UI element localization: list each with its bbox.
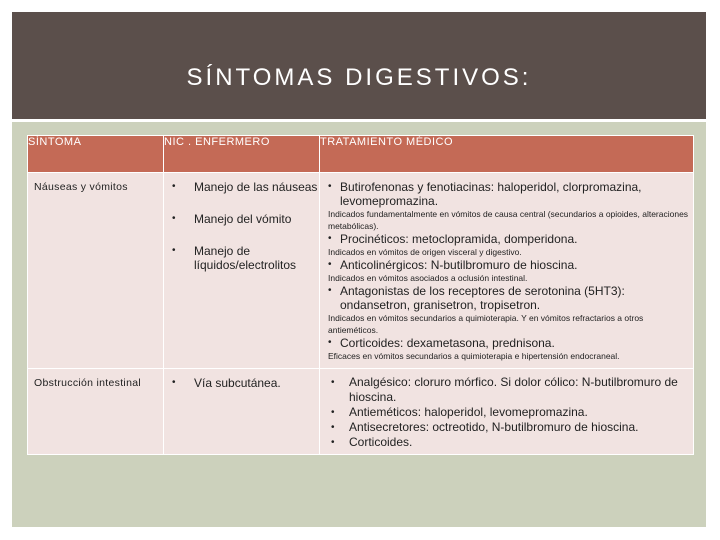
nic-item [164, 244, 319, 272]
bullet-icon: • [172, 181, 176, 192]
table-row [28, 173, 694, 369]
treatment-item-label: Butirofenonas y fenotiacinas: haloperidol, clorpromazina, levomepromazina. [340, 180, 642, 208]
treatment-item [326, 232, 693, 246]
treatment-item-label: Antisecretores: octreotido, N-butilbromuro de hioscina. [349, 420, 639, 434]
treatment-item [326, 336, 693, 350]
treatment-item-label: Anticolinérgicos: N-butilbromuro de hioscina. [340, 258, 578, 272]
bullet-icon: • [331, 377, 335, 388]
symptom-cell [28, 173, 164, 369]
treatment-note: Eficaces en vómitos secundarios a quimioterapia e hipertensión endocraneal. [328, 351, 620, 361]
table-header-row [28, 136, 694, 173]
nic-item-label: Manejo del vómito [194, 212, 292, 226]
header-treatment: TRATAMIENTO MÉDICO [320, 136, 694, 173]
header-nic: NIC . ENFERMERO [164, 136, 320, 173]
table-row [28, 369, 694, 455]
treatment-item-label: Antieméticos: haloperidol, levomepromazina. [349, 405, 588, 419]
bullet-icon: • [172, 377, 176, 388]
treatment-note: Indicados en vómitos de origen visceral y digestivo. [328, 247, 522, 257]
treatment-item-label: Procinéticos: metoclopramida, domperidona. [340, 232, 578, 246]
treatment-item-label: Corticoides: dexametasona, prednisona. [340, 336, 555, 350]
treatment-item-label: Analgésico: cloruro mórfico. Si dolor cólico: N-butilbromuro de hioscina. [349, 375, 678, 404]
symptom-name: Náuseas y vómitos [34, 181, 128, 193]
treatment-item-label: Corticoides. [349, 435, 413, 449]
treatment-note: Indicados en vómitos asociados a oclusión intestinal. [328, 273, 528, 283]
treatment-item [326, 435, 693, 450]
bullet-icon: • [328, 181, 332, 192]
bullet-icon: • [172, 245, 176, 256]
treatment-item [326, 420, 693, 435]
treatment-cell [320, 173, 694, 369]
treatment-item-label: Antagonistas de los receptores de serotonina (5HT3): ondansetron, granisetron, tropisetron. [340, 284, 625, 312]
treatment-item [326, 284, 693, 312]
nic-item [164, 376, 319, 390]
bullet-icon: • [331, 422, 335, 433]
bullet-icon: • [172, 213, 176, 224]
bullet-icon: • [331, 437, 335, 448]
treatment-item [326, 375, 693, 405]
bullet-icon: • [328, 285, 332, 296]
bullet-icon: • [328, 337, 332, 348]
header-symptom: SÍNTOMA [28, 136, 164, 173]
nic-item-label: Manejo de líquidos/electrolitos [194, 244, 297, 272]
symptoms-table [27, 135, 694, 455]
nic-item-label: Vía subcutánea. [194, 376, 281, 390]
symptom-name: Obstrucción intestinal [34, 377, 141, 389]
title-banner [12, 12, 706, 119]
treatment-item [326, 405, 693, 420]
page-title: SÍNTOMAS DIGESTIVOS: [186, 64, 532, 91]
nic-cell [164, 173, 320, 369]
nic-item [164, 180, 319, 194]
nic-cell [164, 369, 320, 455]
bullet-icon: • [328, 233, 332, 244]
treatment-note: Indicados fundamentalmente en vómitos de causa central (secundarios a opioides, alteraciones metabólicas). [328, 209, 689, 231]
treatment-note: Indicados en vómitos secundarios a quimioterapia. Y en vómitos refractarios a otros antieméticos. [328, 313, 644, 335]
bullet-icon: • [328, 259, 332, 270]
treatment-item [326, 258, 693, 272]
nic-item [164, 212, 319, 226]
treatment-item [326, 180, 693, 208]
nic-item-label: Manejo de las náuseas [194, 180, 318, 194]
treatment-cell [320, 369, 694, 455]
bullet-icon: • [331, 407, 335, 418]
symptom-cell [28, 369, 164, 455]
